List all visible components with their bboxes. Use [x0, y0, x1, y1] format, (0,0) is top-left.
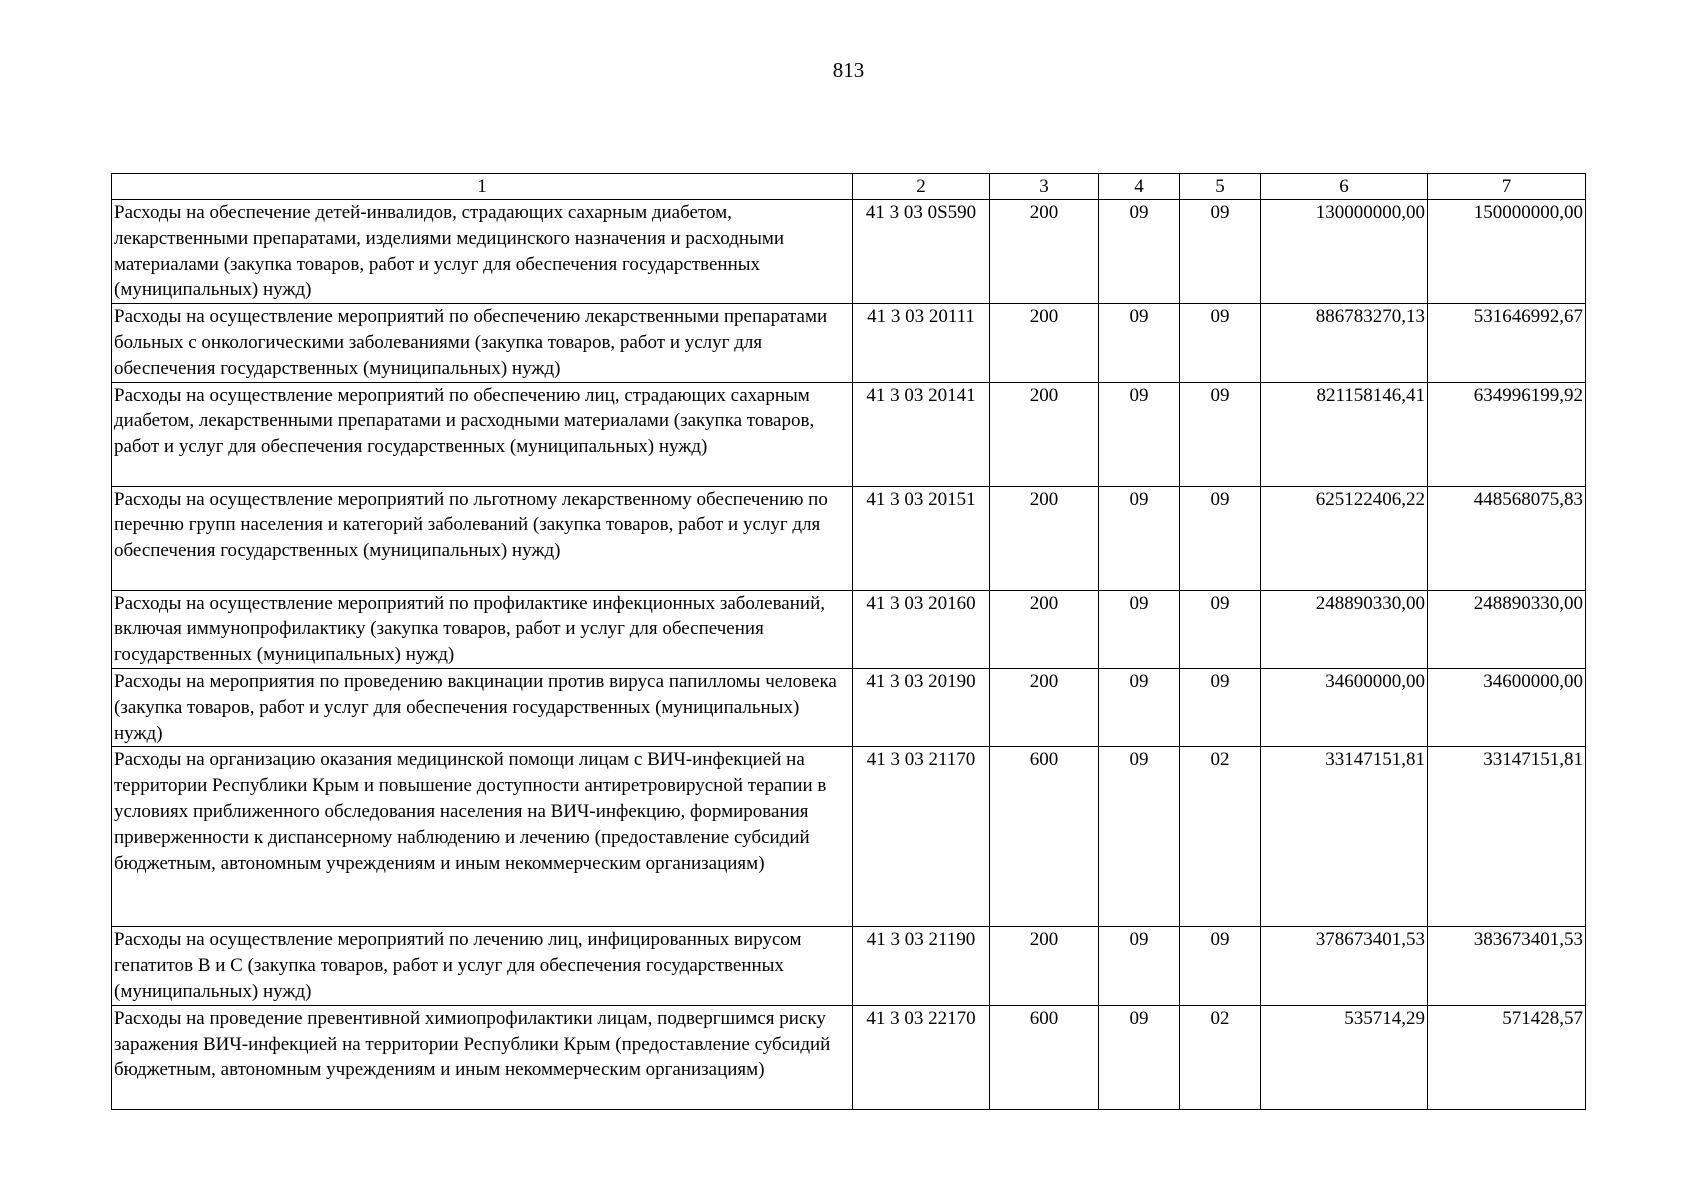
row-col-5: 09 — [1180, 486, 1261, 590]
row-code: 41 3 03 21190 — [853, 927, 990, 1005]
table-row — [112, 486, 1586, 590]
row-code: 41 3 03 20111 — [853, 304, 990, 382]
row-value-6: 886783270,13 — [1261, 304, 1428, 382]
row-col-4: 09 — [1099, 747, 1180, 927]
row-col-5: 09 — [1180, 590, 1261, 668]
row-description: Расходы на обеспечение детей-инвалидов, страдающих сахарным диабетом, лекарственными препаратами, изделиями медицинского назначения и расходными материалами (закупка товаров, работ и услуг для обеспечения государственных (муниципальных) нужд) — [112, 200, 853, 304]
table-row — [112, 382, 1586, 486]
row-description: Расходы на осуществление мероприятий по льготному лекарственному обеспечению по перечню групп населения и категорий заболеваний (закупка товаров, работ и услуг для обеспечения государственных (муниципальных) нужд) — [112, 486, 853, 590]
table-row — [112, 747, 1586, 927]
row-col-3: 200 — [990, 200, 1099, 304]
header-col-1: 1 — [112, 174, 853, 200]
row-code: 41 3 03 21170 — [853, 747, 990, 927]
table-row — [112, 668, 1586, 746]
row-col-5: 09 — [1180, 200, 1261, 304]
table-row — [112, 590, 1586, 668]
row-code: 41 3 03 20141 — [853, 382, 990, 486]
row-code: 41 3 03 20190 — [853, 668, 990, 746]
row-value-7: 531646992,67 — [1428, 304, 1586, 382]
row-description: Расходы на осуществление мероприятий по лечению лиц, инфицированных вирусом гепатитов В и С (закупка товаров, работ и услуг для обеспечения государственных (муниципальных) нужд) — [112, 927, 853, 1005]
row-value-6: 34600000,00 — [1261, 668, 1428, 746]
row-description: Расходы на осуществление мероприятий по обеспечению лекарственными препаратами больных с онкологическими заболеваниями (закупка товаров, работ и услуг для обеспечения государственных (муниципальных) нужд) — [112, 304, 853, 382]
row-col-4: 09 — [1099, 382, 1180, 486]
row-col-4: 09 — [1099, 590, 1180, 668]
header-row — [112, 174, 1586, 200]
row-col-3: 200 — [990, 486, 1099, 590]
row-value-7: 383673401,53 — [1428, 927, 1586, 1005]
row-value-6: 248890330,00 — [1261, 590, 1428, 668]
row-col-3: 200 — [990, 668, 1099, 746]
table-row — [112, 927, 1586, 1005]
row-col-5: 09 — [1180, 304, 1261, 382]
row-col-4: 09 — [1099, 304, 1180, 382]
row-description: Расходы на организацию оказания медицинской помощи лицам с ВИЧ-инфекцией на территории Республики Крым и повышение доступности антиретровирусной терапии в условиях приближенного обследования населения на ВИЧ-инфекцию, формирования приверженности к диспансерному наблюдению и лечению (предоставление субсидий бюджетным, автономным учреждениям и иным некоммерческим организациям) — [112, 747, 853, 927]
row-code: 41 3 03 20151 — [853, 486, 990, 590]
row-value-7: 150000000,00 — [1428, 200, 1586, 304]
row-col-3: 200 — [990, 304, 1099, 382]
row-code: 41 3 03 0S590 — [853, 200, 990, 304]
row-col-5: 09 — [1180, 927, 1261, 1005]
row-col-3: 600 — [990, 1005, 1099, 1109]
row-value-6: 821158146,41 — [1261, 382, 1428, 486]
row-col-3: 200 — [990, 382, 1099, 486]
row-col-4: 09 — [1099, 200, 1180, 304]
row-code: 41 3 03 20160 — [853, 590, 990, 668]
row-value-7: 248890330,00 — [1428, 590, 1586, 668]
row-description: Расходы на осуществление мероприятий по обеспечению лиц, страдающих сахарным диабетом, лекарственными препаратами и расходными материалами (закупка товаров, работ и услуг для обеспечения государственных (муниципальных) нужд) — [112, 382, 853, 486]
row-value-7: 33147151,81 — [1428, 747, 1586, 927]
table-row — [112, 200, 1586, 304]
row-col-5: 09 — [1180, 382, 1261, 486]
header-col-5: 5 — [1180, 174, 1261, 200]
header-col-6: 6 — [1261, 174, 1428, 200]
row-description: Расходы на мероприятия по проведению вакцинации против вируса папилломы человека (закупка товаров, работ и услуг для обеспечения государственных (муниципальных) нужд) — [112, 668, 853, 746]
row-col-3: 600 — [990, 747, 1099, 927]
row-value-7: 34600000,00 — [1428, 668, 1586, 746]
row-col-5: 09 — [1180, 668, 1261, 746]
row-col-5: 02 — [1180, 747, 1261, 927]
row-value-6: 625122406,22 — [1261, 486, 1428, 590]
table-row — [112, 1005, 1586, 1109]
row-value-6: 33147151,81 — [1261, 747, 1428, 927]
table-row — [112, 304, 1586, 382]
row-code: 41 3 03 22170 — [853, 1005, 990, 1109]
budget-table — [111, 173, 1586, 1110]
header-col-2: 2 — [853, 174, 990, 200]
row-col-3: 200 — [990, 927, 1099, 1005]
row-description: Расходы на осуществление мероприятий по профилактике инфекционных заболеваний, включая иммунопрофилактику (закупка товаров, работ и услуг для обеспечения государственных (муниципальных) нужд) — [112, 590, 853, 668]
row-col-4: 09 — [1099, 486, 1180, 590]
row-value-6: 535714,29 — [1261, 1005, 1428, 1109]
row-col-3: 200 — [990, 590, 1099, 668]
header-col-7: 7 — [1428, 174, 1586, 200]
header-col-3: 3 — [990, 174, 1099, 200]
row-col-5: 02 — [1180, 1005, 1261, 1109]
row-value-6: 378673401,53 — [1261, 927, 1428, 1005]
row-description: Расходы на проведение превентивной химиопрофилактики лицам, подвергшимся риску заражения ВИЧ-инфекцией на территории Республики Крым (предоставление субсидий бюджетным, автономным учреждениям и иным некоммерческим организациям) — [112, 1005, 853, 1109]
row-col-4: 09 — [1099, 668, 1180, 746]
page-number: 813 — [832, 58, 865, 82]
row-value-7: 571428,57 — [1428, 1005, 1586, 1109]
row-value-7: 448568075,83 — [1428, 486, 1586, 590]
row-value-7: 634996199,92 — [1428, 382, 1586, 486]
row-col-4: 09 — [1099, 927, 1180, 1005]
row-value-6: 130000000,00 — [1261, 200, 1428, 304]
header-col-4: 4 — [1099, 174, 1180, 200]
row-col-4: 09 — [1099, 1005, 1180, 1109]
